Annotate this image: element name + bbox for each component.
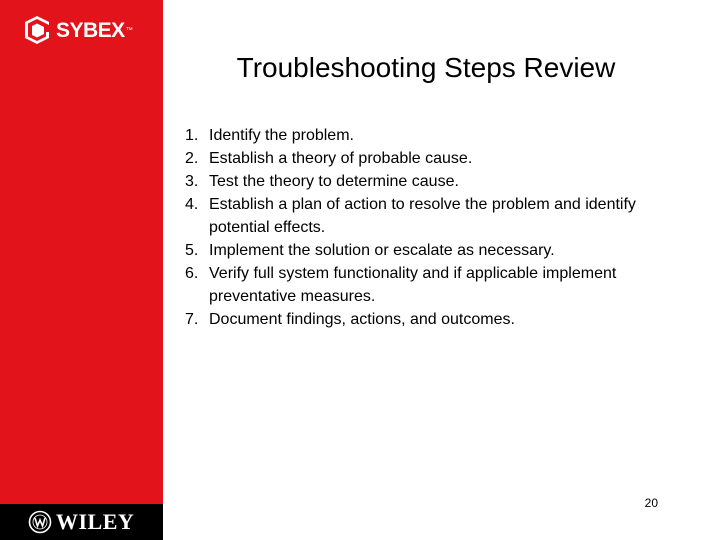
list-item (185, 170, 685, 193)
wiley-logo (28, 509, 134, 535)
sybex-wordmark: SYBEX (56, 18, 125, 42)
troubleshooting-steps-list (185, 124, 685, 331)
list-item (185, 239, 685, 262)
list-item (185, 308, 685, 331)
step-number: 1. (185, 127, 199, 144)
step-text: Implement the solution or escalate as necessary. (209, 242, 555, 259)
slide-title: Troubleshooting Steps Review (236, 52, 616, 83)
wiley-seal-icon (28, 510, 52, 534)
step-text: Establish a theory of probable cause. (209, 150, 473, 167)
branding-sidebar (0, 0, 163, 540)
step-number: 4. (185, 196, 199, 213)
list-item (185, 193, 685, 239)
step-text: Verify full system functionality and if applicable implement preventative measures. (209, 265, 617, 305)
step-number: 7. (185, 311, 199, 328)
step-number: 3. (185, 173, 199, 190)
sybex-trademark: ™ (125, 26, 133, 34)
list-item (185, 147, 685, 170)
step-text: Document findings, actions, and outcomes. (209, 311, 515, 328)
step-text: Identify the problem. (209, 127, 354, 144)
step-number: 2. (185, 150, 199, 167)
page-number: 20 (644, 496, 658, 510)
sidebar-footer (0, 504, 163, 540)
step-number: 6. (185, 265, 199, 282)
step-text: Establish a plan of action to resolve the problem and identify potential effects. (209, 196, 636, 236)
step-number: 5. (185, 242, 199, 259)
sybex-logo (22, 12, 142, 48)
list-item (185, 262, 685, 308)
sybex-cube-icon (22, 15, 52, 45)
step-text: Test the theory to determine cause. (209, 173, 459, 190)
wiley-wordmark: WILEY (56, 509, 135, 534)
list-item (185, 124, 685, 147)
